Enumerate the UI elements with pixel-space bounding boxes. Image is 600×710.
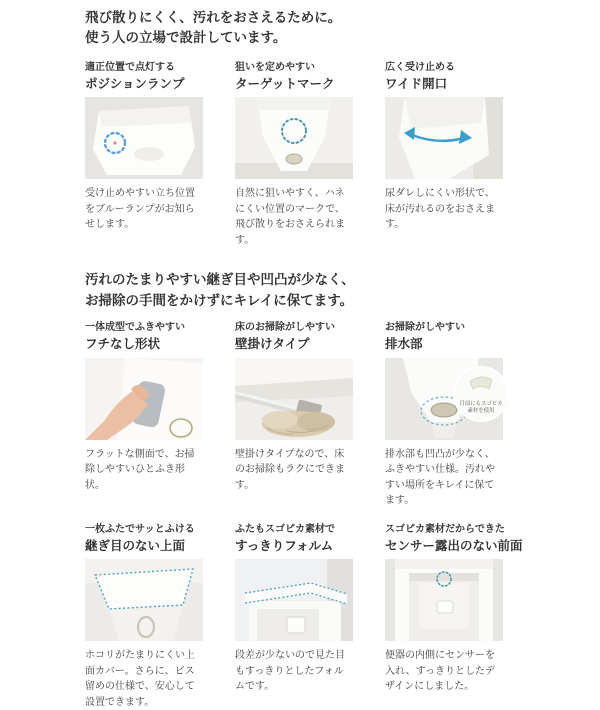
feature-subtitle: ふたもスゴピカ素材で bbox=[235, 523, 353, 537]
feature-title: すっきりフォルム bbox=[235, 538, 353, 554]
feature-subtitle: 広く受け止める bbox=[385, 61, 503, 75]
feature-title: センサー露出のない前面 bbox=[385, 538, 503, 554]
feature-title: 継ぎ目のない上面 bbox=[85, 538, 203, 554]
position-lamp-illustration bbox=[85, 97, 203, 179]
slim-form-illustration bbox=[235, 559, 353, 641]
feature-card-rimless-shape bbox=[85, 321, 203, 509]
feature-card-wall-hung bbox=[235, 321, 353, 509]
feature-card-drain bbox=[385, 321, 503, 509]
urinal-top-image bbox=[85, 97, 203, 179]
target-mark-illustration bbox=[235, 97, 353, 179]
feature-card-slim-form bbox=[235, 523, 353, 710]
feature-description: 排水部も凹凸が少なく、ふきやすい仕様。汚れやすい場所をキレイに保てます。 bbox=[385, 447, 503, 509]
feature-title: フチなし形状 bbox=[85, 336, 203, 352]
feature-title: 壁掛けタイプ bbox=[235, 336, 353, 352]
feature-subtitle: スゴピカ素材だからできた bbox=[385, 523, 503, 537]
feature-card-hidden-sensor bbox=[385, 523, 503, 710]
hidden-sensor-illustration bbox=[385, 559, 503, 641]
feature-subtitle: 床のお掃除がしやすい bbox=[235, 321, 353, 335]
floor-mop-illustration bbox=[235, 358, 353, 440]
feature-description: 受け止めやすい立ち位置をブルーランプがお知らせします。 bbox=[85, 186, 203, 233]
lid-edge-image bbox=[235, 559, 353, 641]
feature-subtitle: お掃除がしやすい bbox=[385, 321, 503, 335]
feature-title: 排水部 bbox=[385, 336, 503, 352]
wiping-cloth-illustration bbox=[85, 358, 203, 440]
section1-heading bbox=[85, 8, 600, 49]
wiping-hand-image bbox=[85, 358, 203, 440]
callout-text-line2: 素材を使用 bbox=[468, 406, 495, 414]
feature-card-position-lamp bbox=[85, 61, 203, 249]
section2-heading-line1: 汚れのたまりやすい継ぎ目や凹凸が少なく、 bbox=[85, 270, 600, 290]
feature-description: 段差が少ないので見た目もすっきりとしたフォルムです。 bbox=[235, 648, 353, 695]
feature-title: ワイド開口 bbox=[385, 76, 503, 92]
section1-feature-grid bbox=[85, 61, 600, 249]
feature-description: 便器の内側にセンサーを入れ、すっきりとしたデザインにしました。 bbox=[385, 648, 503, 695]
feature-title: ターゲットマーク bbox=[235, 76, 353, 92]
feature-title: ポジションランプ bbox=[85, 76, 203, 92]
feature-subtitle: 一枚ふたでサッとふける bbox=[85, 523, 203, 537]
feature-subtitle: 適正位置で点灯する bbox=[85, 61, 203, 75]
feature-card-wide-opening bbox=[385, 61, 503, 249]
drain-callout-bubble bbox=[454, 367, 508, 421]
section2-feature-grid bbox=[85, 321, 600, 710]
feature-description: 自然に狙いやすく、ハネにくい位置のマークで、飛び散りをおさえられます。 bbox=[235, 186, 353, 248]
callout-text-line1: 目皿にもスゴピカ bbox=[459, 399, 502, 407]
urinal-rim-image bbox=[385, 97, 503, 179]
section1-heading-line1: 飛び散りにくく、汚れをおさえるために。 bbox=[85, 8, 600, 28]
feature-card-target-mark bbox=[235, 61, 353, 249]
drain-part-illustration bbox=[385, 358, 503, 440]
section1-heading-line2: 使う人の立場で設計しています。 bbox=[85, 28, 600, 48]
feature-description: フラットな側面で、お掃除しやすいひとふき形状。 bbox=[85, 447, 203, 494]
feature-card-seamless-top bbox=[85, 523, 203, 710]
seamless-top-illustration bbox=[85, 559, 203, 641]
section2-heading bbox=[85, 270, 600, 311]
wide-opening-illustration bbox=[385, 97, 503, 179]
feature-subtitle: 一体成型でふきやすい bbox=[85, 321, 203, 335]
feature-description: 尿ダレしにくい形状で、床が汚れるのをおさえます。 bbox=[385, 186, 503, 233]
feature-subtitle: 狙いを定めやすい bbox=[235, 61, 353, 75]
feature-description: 壁掛けタイプなので、床のお掃除もラクにできます。 bbox=[235, 447, 353, 494]
section2-heading-line2: お掃除の手間をかけずにキレイに保てます。 bbox=[85, 291, 600, 311]
feature-description: ホコリがたまりにくい上面カバー。さらに、ビス留めの仕様で、安心して設置できます。 bbox=[85, 648, 203, 710]
urinal-front-image bbox=[235, 97, 353, 179]
mop-under-urinal-image bbox=[235, 358, 353, 440]
